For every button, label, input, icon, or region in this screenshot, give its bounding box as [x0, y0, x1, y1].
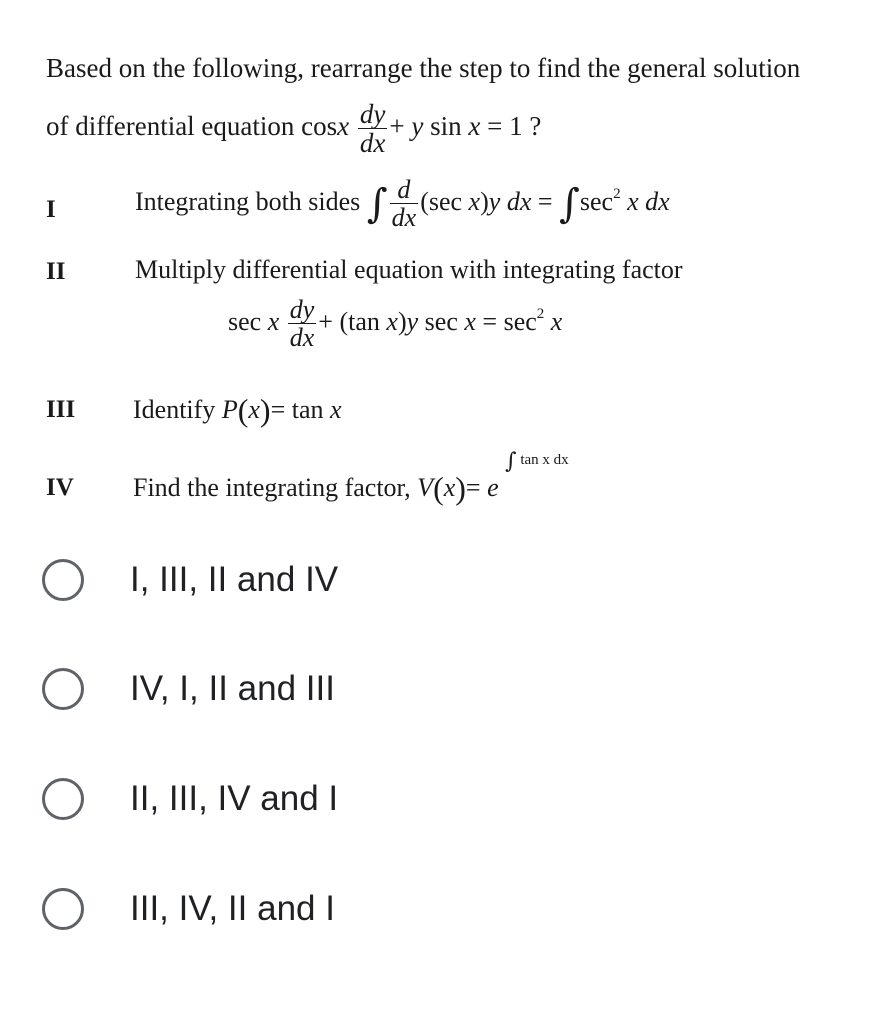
step-i-dx: dx	[500, 186, 532, 216]
step-ii-x2: x	[386, 306, 398, 336]
step-i-y: y	[488, 186, 501, 216]
radio-button-icon[interactable]	[42, 559, 84, 601]
step-numeral-iii: III	[46, 396, 76, 423]
fraction-numerator: dy	[359, 99, 386, 129]
step-iii-x2: x	[330, 395, 342, 424]
question-var-x2: x	[468, 111, 481, 142]
integral-sign-icon: ∫	[559, 180, 580, 227]
question-var-x: x	[337, 111, 350, 142]
step-i	[135, 176, 670, 232]
radio-button-icon[interactable]	[42, 778, 84, 820]
step-ii-mid: + (tan	[318, 306, 387, 336]
integral-sign-icon: ∫	[505, 449, 517, 474]
step-i-sec: sec	[579, 186, 614, 216]
option-2[interactable]	[42, 664, 335, 714]
radio-button-icon[interactable]	[42, 888, 84, 930]
step-i-fraction	[390, 176, 419, 232]
step-i-square: 2	[613, 185, 621, 202]
option-2-label: IV, I, II and III	[130, 669, 335, 708]
step-iii-rhs: = tan	[270, 395, 330, 424]
question-plus: +	[389, 111, 412, 142]
fraction-denominator: dx	[359, 128, 386, 159]
step-ii-text: Multiply differential equation with integrating factor	[135, 255, 683, 284]
fraction-denominator: dx	[391, 203, 417, 233]
fraction-numerator: dy	[289, 295, 315, 324]
step-i-text: Integrating both sides	[135, 186, 361, 216]
step-iii-x: x	[248, 395, 260, 424]
step-i-lhs: (sec	[420, 186, 469, 216]
step-i-dx2: dx	[638, 186, 670, 216]
question-fraction	[358, 100, 387, 158]
step-ii-paren: )	[397, 306, 407, 336]
step-ii-fraction	[288, 296, 317, 352]
step-i-equals: =	[531, 186, 560, 216]
left-paren: (	[237, 392, 249, 428]
step-ii-sec: sec	[228, 306, 268, 336]
question-line-1: Based on the following, rearrange the step to find the general solution	[46, 53, 801, 83]
question-line-2	[46, 100, 541, 158]
step-iv-e: e	[487, 473, 499, 502]
step-ii-square: 2	[536, 305, 545, 322]
option-4[interactable]	[42, 884, 335, 934]
step-i-x2: x	[620, 186, 639, 216]
step-ii-x: x	[267, 306, 280, 336]
step-ii-x4: x	[544, 306, 563, 336]
step-ii-x3: x	[464, 306, 476, 336]
fraction-denominator: dx	[289, 323, 315, 353]
option-3-label: II, III, IV and I	[130, 779, 339, 818]
step-iv-exponent-text: tan x dx	[520, 452, 569, 468]
radio-button-icon[interactable]	[42, 668, 84, 710]
step-numeral-iv: IV	[46, 474, 74, 501]
question-sin: sin	[423, 111, 469, 142]
integral-sign-icon: ∫	[366, 180, 388, 227]
right-paren: )	[455, 470, 466, 506]
option-1[interactable]	[42, 555, 338, 605]
step-ii-equation	[228, 296, 562, 352]
step-numeral-ii: II	[46, 258, 66, 285]
fraction-numerator: d	[390, 176, 419, 204]
question-rhs: = 1 ?	[480, 111, 542, 142]
right-paren: )	[259, 392, 271, 428]
step-iv-x: x	[443, 473, 456, 502]
question-prefix: of differential equation cos	[46, 111, 338, 142]
step-iv-V: V	[417, 473, 434, 502]
option-4-label: III, IV, II and I	[130, 889, 335, 928]
option-3[interactable]	[42, 774, 338, 824]
step-iv-exponential	[487, 449, 569, 503]
step-numeral-i: I	[46, 196, 56, 223]
step-ii-eq: = sec	[475, 306, 537, 336]
step-iii-text: Identify	[133, 395, 216, 424]
step-ii-y: y	[406, 306, 419, 336]
step-iv-exponent	[505, 449, 569, 474]
step-i-paren: )	[480, 186, 489, 216]
step-iii	[133, 392, 342, 429]
step-iv-text: Find the integrating factor,	[133, 473, 411, 502]
step-i-x: x	[468, 186, 481, 216]
step-iv-eq: =	[465, 473, 488, 502]
step-iii-P: P	[221, 395, 238, 424]
question-var-y: y	[411, 111, 424, 142]
left-paren: (	[433, 470, 444, 506]
step-ii-sec2: sec	[418, 306, 465, 336]
option-1-label: I, III, II and IV	[130, 560, 339, 599]
step-iv	[133, 449, 569, 507]
